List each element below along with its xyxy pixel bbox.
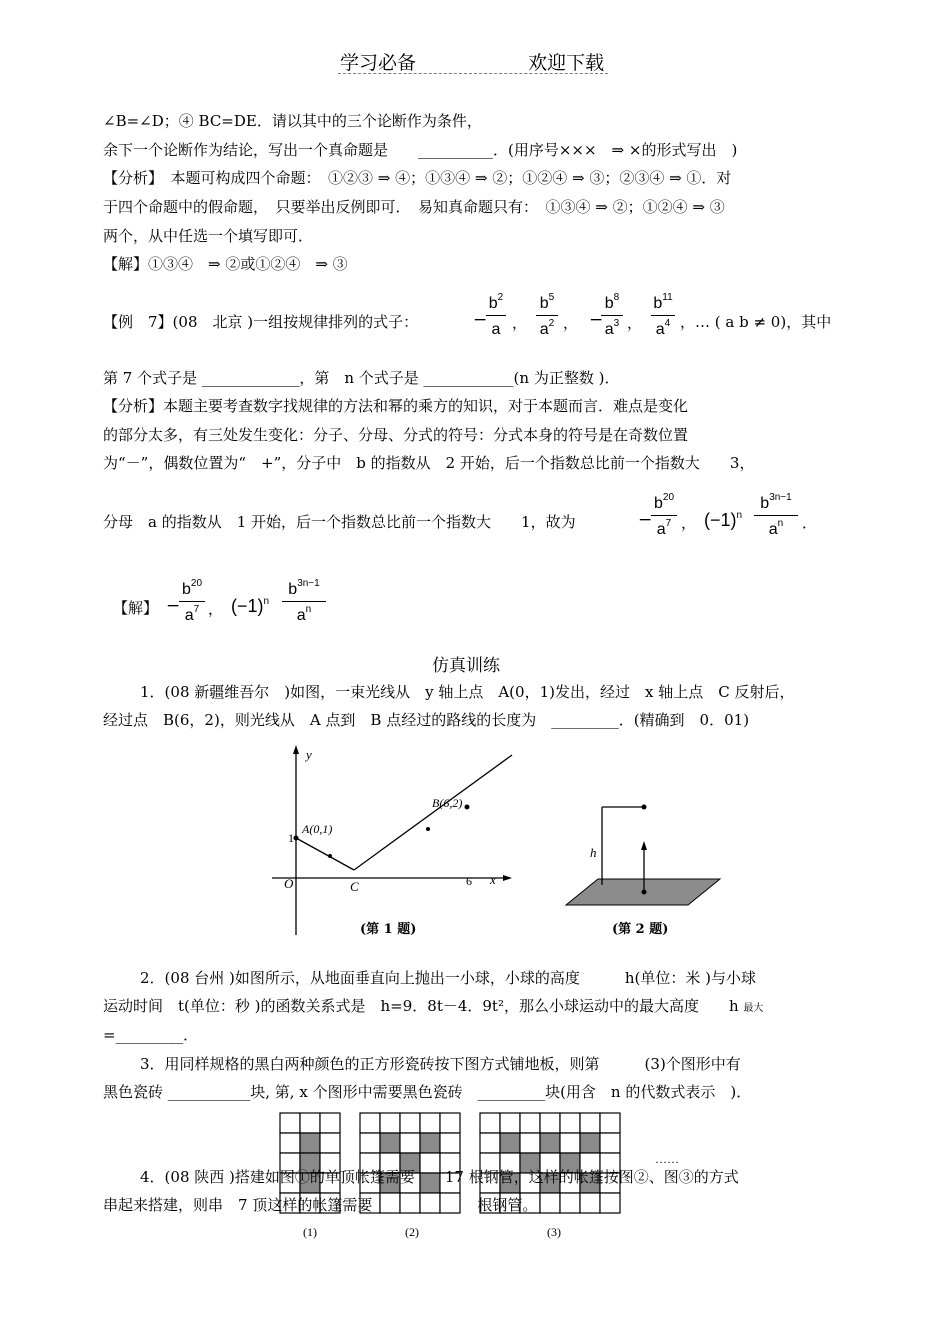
- tile-fig1-cell: [280, 1133, 300, 1153]
- q4-line2: 串起来搭建，则串 7 顶这样的帐篷需要 根钢管。: [103, 1196, 538, 1214]
- frac1-sign: −: [473, 310, 488, 330]
- fig1-c-label: C: [350, 879, 359, 894]
- tiles-dots: ……: [655, 1152, 679, 1166]
- tile-fig1-cell: [320, 1133, 340, 1153]
- frac3: $b^8$ $a^3$: [601, 292, 623, 339]
- tiles-label-1: (1): [303, 1225, 317, 1239]
- tile-fig3-cell: [480, 1113, 500, 1133]
- tile-fig3-cell: [500, 1133, 520, 1153]
- tile-fig2-cell: [440, 1113, 460, 1133]
- ex7-analysis3: 为“－”，偶数位置为“ +”，分子中 b 的指数从 2 开始，后一个指数总比前一个指数大 3，: [103, 454, 755, 472]
- ans2-frac: $b^{3n-1}$ $a^n$: [282, 578, 326, 625]
- tile-fig2-cell: [380, 1133, 400, 1153]
- tile-fig3-cell: [540, 1113, 560, 1133]
- tile-fig2-cell: [360, 1133, 380, 1153]
- q3-line2: 黑色瓷砖 ___________块, 第, x 个图形中需要黑色瓷砖 _________块(用含 n 的代数式表示 )．: [103, 1083, 752, 1101]
- tile-fig3-cell: [600, 1193, 620, 1213]
- tile-fig2-cell: [440, 1133, 460, 1153]
- tile-fig1-cell: [300, 1133, 320, 1153]
- ex6-analysis3: 两个，从中任选一个填写即可．: [103, 227, 314, 245]
- tile-fig2-cell: [420, 1113, 440, 1133]
- frac2: $b^5$ $a^2$: [536, 292, 558, 339]
- frac4: $b^{11}$ $a^4$: [651, 292, 675, 339]
- tile-fig1-cell: [280, 1113, 300, 1133]
- ex6-analysis1: 【分析】 本题可构成四个命题： ①②③ ⇒ ④；①③④ ⇒ ②；①②④ ⇒ ③；②③④ ⇒ ①．对: [103, 169, 732, 187]
- tile-fig1-cell: [300, 1113, 320, 1133]
- tile-fig2-cell: [380, 1113, 400, 1133]
- figure-2: [560, 795, 740, 945]
- q1-line2: 经过点 B(6，2)，则光线从 A 点到 B 点经过的路线的长度为 _________．(精确到 0．01): [103, 711, 750, 729]
- tile-fig3-cell: [540, 1193, 560, 1213]
- header-right: 欢迎下载: [528, 52, 605, 74]
- fig1-caption: (第 1 题): [360, 922, 417, 937]
- res2-prefix: $(-1)^n$: [704, 510, 743, 530]
- fig1-b-label: B(6,2): [432, 796, 463, 810]
- tile-fig3-cell: [540, 1133, 560, 1153]
- tile-fig3-cell: [560, 1193, 580, 1213]
- ex7-analysis2: 的部分太多，有三处发生变化：分子、分母、分式的符号：分式本身的符号是在奇数位置: [103, 426, 689, 444]
- ex7-label: 【例 7】(08 北京 )一组按规律排列的式子：: [103, 313, 419, 331]
- tile-fig2-cell: [360, 1113, 380, 1133]
- ex6-answer: 【解】①③④ ⇒ ②或①②④ ⇒ ③: [103, 255, 348, 273]
- ex6-line2: 余下一个论断作为结论，写出一个真命题是 __________．(用序号××× ⇒ ×的形式写出 ): [103, 141, 738, 159]
- tile-fig3-cell: [580, 1193, 600, 1213]
- fig1-one: 1: [288, 831, 294, 845]
- tiles-label-3: (3): [547, 1225, 561, 1239]
- tile-fig2-cell: [420, 1133, 440, 1153]
- ex7-answer-label: 【解】: [113, 599, 159, 617]
- fig1-six: 6: [466, 874, 472, 888]
- fig1-x-label: x: [490, 872, 496, 887]
- tile-fig3-cell: [560, 1113, 580, 1133]
- frac1: $b^2$ a: [486, 292, 506, 339]
- header-left: 学习必备: [340, 52, 417, 74]
- q2-line1: 2．(08 台州 )如图所示，从地面垂直向上抛出一小球，小球的高度 h(单位：米 )与小球: [140, 969, 757, 987]
- frac3-sign: −: [589, 310, 604, 330]
- tile-fig3-cell: [520, 1133, 540, 1153]
- q4-line1: 4．(08 陕西 )搭建如图①的单顶帐篷需要 17 根钢管，这样的帐篷按图②、图③的方式: [140, 1168, 739, 1186]
- res2-frac: $b^{3n-1}$ $a^n$: [754, 492, 798, 539]
- tile-fig3-cell: [600, 1133, 620, 1153]
- ans2-prefix: $(-1)^n$: [231, 596, 270, 616]
- tile-fig3-cell: [500, 1113, 520, 1133]
- res1-sign: −: [638, 510, 653, 530]
- ex7-analysis1: 【分析】本题主要考查数字找规律的方法和幂的乘方的知识，对于本题而言．难点是变化: [103, 397, 689, 415]
- q2-line3: =_________．: [103, 1026, 199, 1044]
- q2-line2: 运动时间 t(单位：秒 )的函数关系式是 h=9．8t－4．9t²，那么小球运动中的最大高度 h 最大: [103, 997, 764, 1015]
- ex6-line1: ∠B=∠D；④ BC=DE．请以其中的三个论断作为条件，: [103, 112, 482, 130]
- q3-line1: 3．用同样规格的黑白两种颜色的正方形瓷砖按下图方式铺地板，则第 (3)个图形中有: [140, 1055, 741, 1073]
- fig1-origin: O: [284, 876, 294, 891]
- res1-frac: $b^{20}$ $a^7$: [651, 492, 677, 539]
- ex7-analysis4: 分母 a 的指数从 1 开始，后一个指数总比前一个指数大 1，故为: [103, 513, 576, 531]
- tile-fig3-cell: [520, 1113, 540, 1133]
- ans1-sign: −: [166, 596, 181, 616]
- tile-fig3-cell: [600, 1113, 620, 1133]
- tile-fig3-cell: [480, 1133, 500, 1153]
- ans1-frac: $b^{20}$ $a^7$: [179, 578, 205, 625]
- tile-fig3-cell: [560, 1133, 580, 1153]
- fig1-y-label: y: [306, 747, 312, 762]
- tile-fig2-cell: [400, 1113, 420, 1133]
- ex7-tail: ，… ( a b ≠ 0)，其中: [680, 313, 832, 331]
- figure-1: [262, 745, 522, 945]
- fig2-caption: (第 2 题): [612, 922, 669, 937]
- q1-line1: 1．(08 新疆维吾尔 )如图，一束光线从 y 轴上点 A(0，1)发出，经过 x 轴上点 C 反射后，: [140, 683, 795, 701]
- tile-fig3-cell: [580, 1113, 600, 1133]
- tiles-label-2: (2): [405, 1225, 419, 1239]
- fig1-a-label: A(0,1): [302, 822, 333, 836]
- q2-subscript: 最大: [743, 1003, 764, 1014]
- fig2-h-label: h: [590, 845, 597, 860]
- tile-fig2-cell: [400, 1133, 420, 1153]
- ex6-analysis2: 于四个命题中的假命题， 只要举出反例即可． 易知真命题只有： ①③④ ⇒ ②；①②④ ⇒ ③: [103, 198, 725, 216]
- tile-fig3-cell: [580, 1133, 600, 1153]
- ex7-line2: 第 7 个式子是 _____________，第 n 个式子是 ____________(n 为正整数 )．: [103, 369, 620, 387]
- header-underline: [338, 73, 608, 74]
- training-title: 仿真训练: [432, 656, 500, 676]
- page-header: [340, 48, 604, 75]
- tile-fig1-cell: [320, 1113, 340, 1133]
